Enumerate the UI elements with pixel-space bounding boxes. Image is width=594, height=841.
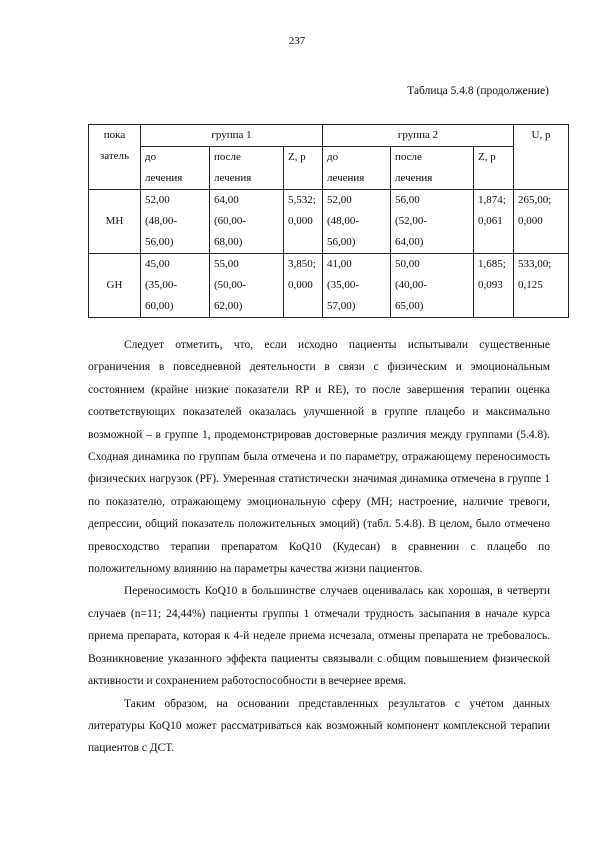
table-header-row	[89, 125, 569, 147]
table-cell: 265,00; 0,000	[514, 190, 569, 254]
header-u-p: U, p	[514, 125, 569, 190]
table-cell: 3,850; 0,000	[284, 254, 323, 318]
table-cell: 64,00 (60,00- 68,00)	[210, 190, 284, 254]
table-cell: 50,00 (40,00- 65,00)	[391, 254, 474, 318]
table-cell: 5,532; 0,000	[284, 190, 323, 254]
table-cell: 56,00 (52,00- 64,00)	[391, 190, 474, 254]
paragraph: Следует отметить, что, если исходно пациенты испытывали существенные ограничения в повседневной деятельности в связи с физическим и эмоциональным состоянием (крайне низкие показатели RP и RE), то после завершения терапии оценка соответствующих показателей оказалась улучшенной в группе плацебо и максимально возможной – в группе 1, продемонстрировав достоверные различия между группами (5.4.8). Сходная динамика по группам была отмечена и по параметру, отражающему переносимость физических нагрузок (PF). Умеренная статистически значимая динамика отмечена в группе 1 по показателю, отражающему эмоциональную сферу (MH; настроение, наличие тревоги, депрессии, общий показатель положительных эмоций) (табл. 5.4.8). В целом, было отмечено превосходство терапии препаратом КоQ10 (Кудесан) в сравнении с плацебо по положительному влиянию на параметры качества жизни пациентов.	[88, 339, 550, 576]
table-cell: 52,00 (48,00- 56,00)	[141, 190, 210, 254]
header-group2: группа 2	[323, 125, 514, 147]
page-number: 237	[288, 35, 306, 47]
table-row	[89, 190, 569, 254]
table-cell: 41,00 (35,00- 57,00)	[323, 254, 391, 318]
header-g2-after: после лечения	[391, 147, 474, 190]
row-label: MH	[89, 190, 141, 254]
paragraph: Переносимость КоQ10 в большинстве случаев оценивалась как хорошая, в четверти случаев (n=11; 24,44%) пациенты группы 1 отмечали трудность засыпания в начале курса приема препарата, которая к 4-й неделе приема исчезала, отмены препарата не требовалось. Возникновение указанного эффекта пациенты связывали с общим повышением физической активности и сохранением работоспособности в вечернее время.	[88, 585, 550, 688]
table-caption: Таблица 5.4.8 (продолжение)	[407, 85, 549, 97]
table-row	[89, 254, 569, 318]
table-cell: 45,00 (35,00- 60,00)	[141, 254, 210, 318]
paragraph: Таким образом, на основании представленных результатов с учетом данных литературы КоQ10 может рассматриваться как возможный компонент комплексной терапии пациентов с ДСТ.	[88, 697, 550, 755]
table-cell: 55,00 (50,00- 62,00)	[210, 254, 284, 318]
table-subheader-row	[89, 147, 569, 190]
results-table	[88, 124, 569, 318]
header-group1: группа 1	[141, 125, 323, 147]
body-text	[88, 334, 550, 760]
header-g2-zp: Z, p	[474, 147, 514, 190]
header-g2-before: до лечения	[323, 147, 391, 190]
table-cell: 52,00 (48,00- 56,00)	[323, 190, 391, 254]
header-g1-before: до лечения	[141, 147, 210, 190]
table-cell: 1,685; 0,093	[474, 254, 514, 318]
row-label: GH	[89, 254, 141, 318]
header-g1-after: после лечения	[210, 147, 284, 190]
table-cell: 533,00; 0,125	[514, 254, 569, 318]
table-cell: 1,874; 0,061	[474, 190, 514, 254]
header-indicator: пока затель	[89, 125, 141, 190]
header-g1-zp: Z, p	[284, 147, 323, 190]
